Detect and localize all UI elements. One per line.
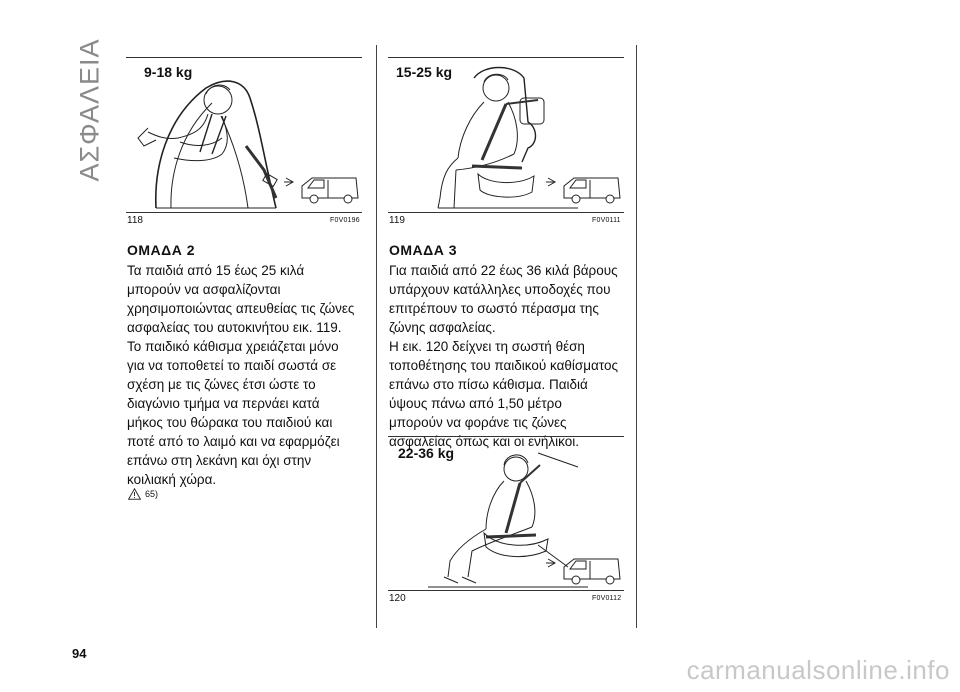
page-number: 94: [72, 646, 87, 661]
figure-label: 22-36 kg: [398, 445, 455, 461]
text-line: ύψους πάνω από 1,50 μέτρο: [389, 396, 562, 411]
text-line: ζώνης ασφαλείας.: [389, 320, 496, 335]
van-icon: [284, 170, 362, 210]
section-body-group3: [389, 261, 618, 451]
side-tab: [72, 40, 108, 180]
van-icon: [546, 551, 624, 589]
arrow-left-icon: [284, 178, 293, 186]
figure-number: 119: [389, 215, 405, 226]
arrow-left-icon: [546, 559, 555, 567]
text-line: τοποθέτησης του παιδικού καθίσματος: [389, 358, 618, 373]
column-divider: [376, 45, 377, 628]
text-line: κοιλιακή χώρα.: [127, 472, 217, 487]
text-line: επάνω στη λεκάνη και όχι στην: [127, 453, 312, 468]
section-body-group2: [127, 261, 354, 489]
figure-118: [126, 57, 362, 213]
figure-label: 9-18 kg: [144, 64, 193, 80]
text-line: Για παιδιά από 22 έως 36 κιλά βάρους: [389, 263, 618, 278]
text-line: χρησιμοποιώντας απευθείας τις ζώνες: [127, 301, 355, 316]
figure-code: F0V0111: [592, 217, 621, 224]
figure-number: 120: [389, 593, 406, 604]
text-line: ποτέ από το λαιμό και να εφαρμόζει: [127, 434, 340, 449]
text-line: μπορούν να φοράνε τις ζώνες: [389, 415, 567, 430]
figure-code: F0V0196: [330, 217, 360, 224]
section-title-group3: ΟΜΑΔΑ 3: [389, 242, 458, 258]
text-line: επιτρέπουν το σωστό πέρασμα της: [389, 301, 599, 316]
text-line: Η εικ. 120 δείχνει τη σωστή θέση: [389, 339, 585, 354]
text-line: διαγώνιο τμήμα να περνάει κατά: [127, 396, 320, 411]
text-line: σχέση με τις ζώνες έτσι ώστε το: [127, 377, 316, 392]
column-divider: [636, 45, 637, 628]
side-tab-label: ΑΣΦΑΛΕΙΑ: [74, 38, 105, 182]
text-line: για να τοποθετεί το παιδί σωστά σε: [127, 358, 337, 373]
text-line: ασφαλείας όπως και οι ενήλικοι.: [389, 434, 580, 449]
text-line: μπορούν να ασφαλίζονται: [127, 282, 281, 297]
warning-triangle-icon: [128, 488, 141, 500]
section-title-group2: ΟΜΑΔΑ 2: [127, 242, 196, 258]
text-line: ασφαλείας του αυτοκινήτου εικ. 119.: [127, 320, 342, 335]
watermark: carmanualsonline.info: [686, 655, 950, 685]
text-line: υπάρχουν κατάλληλες υποδοχές που: [389, 282, 611, 297]
arrow-left-icon: [546, 178, 555, 186]
text-line: επάνω στο πίσω κάθισμα. Παιδιά: [389, 377, 588, 392]
text-line: Τα παιδιά από 15 έως 25 κιλά: [127, 263, 305, 278]
warning-reference: [128, 488, 158, 500]
figure-label: 15-25 kg: [396, 64, 453, 80]
text-line: Το παιδικό κάθισμα χρειάζεται μόνο: [127, 339, 339, 354]
text-line: μήκος του θώρακα του παιδιού και: [127, 415, 333, 430]
figure-120: [388, 436, 624, 591]
van-icon: [546, 170, 624, 210]
figure-119: [388, 57, 624, 213]
warning-ref-text: 65): [145, 489, 159, 499]
figure-code: F0V0112: [592, 595, 622, 602]
figure-number: 118: [127, 215, 143, 226]
